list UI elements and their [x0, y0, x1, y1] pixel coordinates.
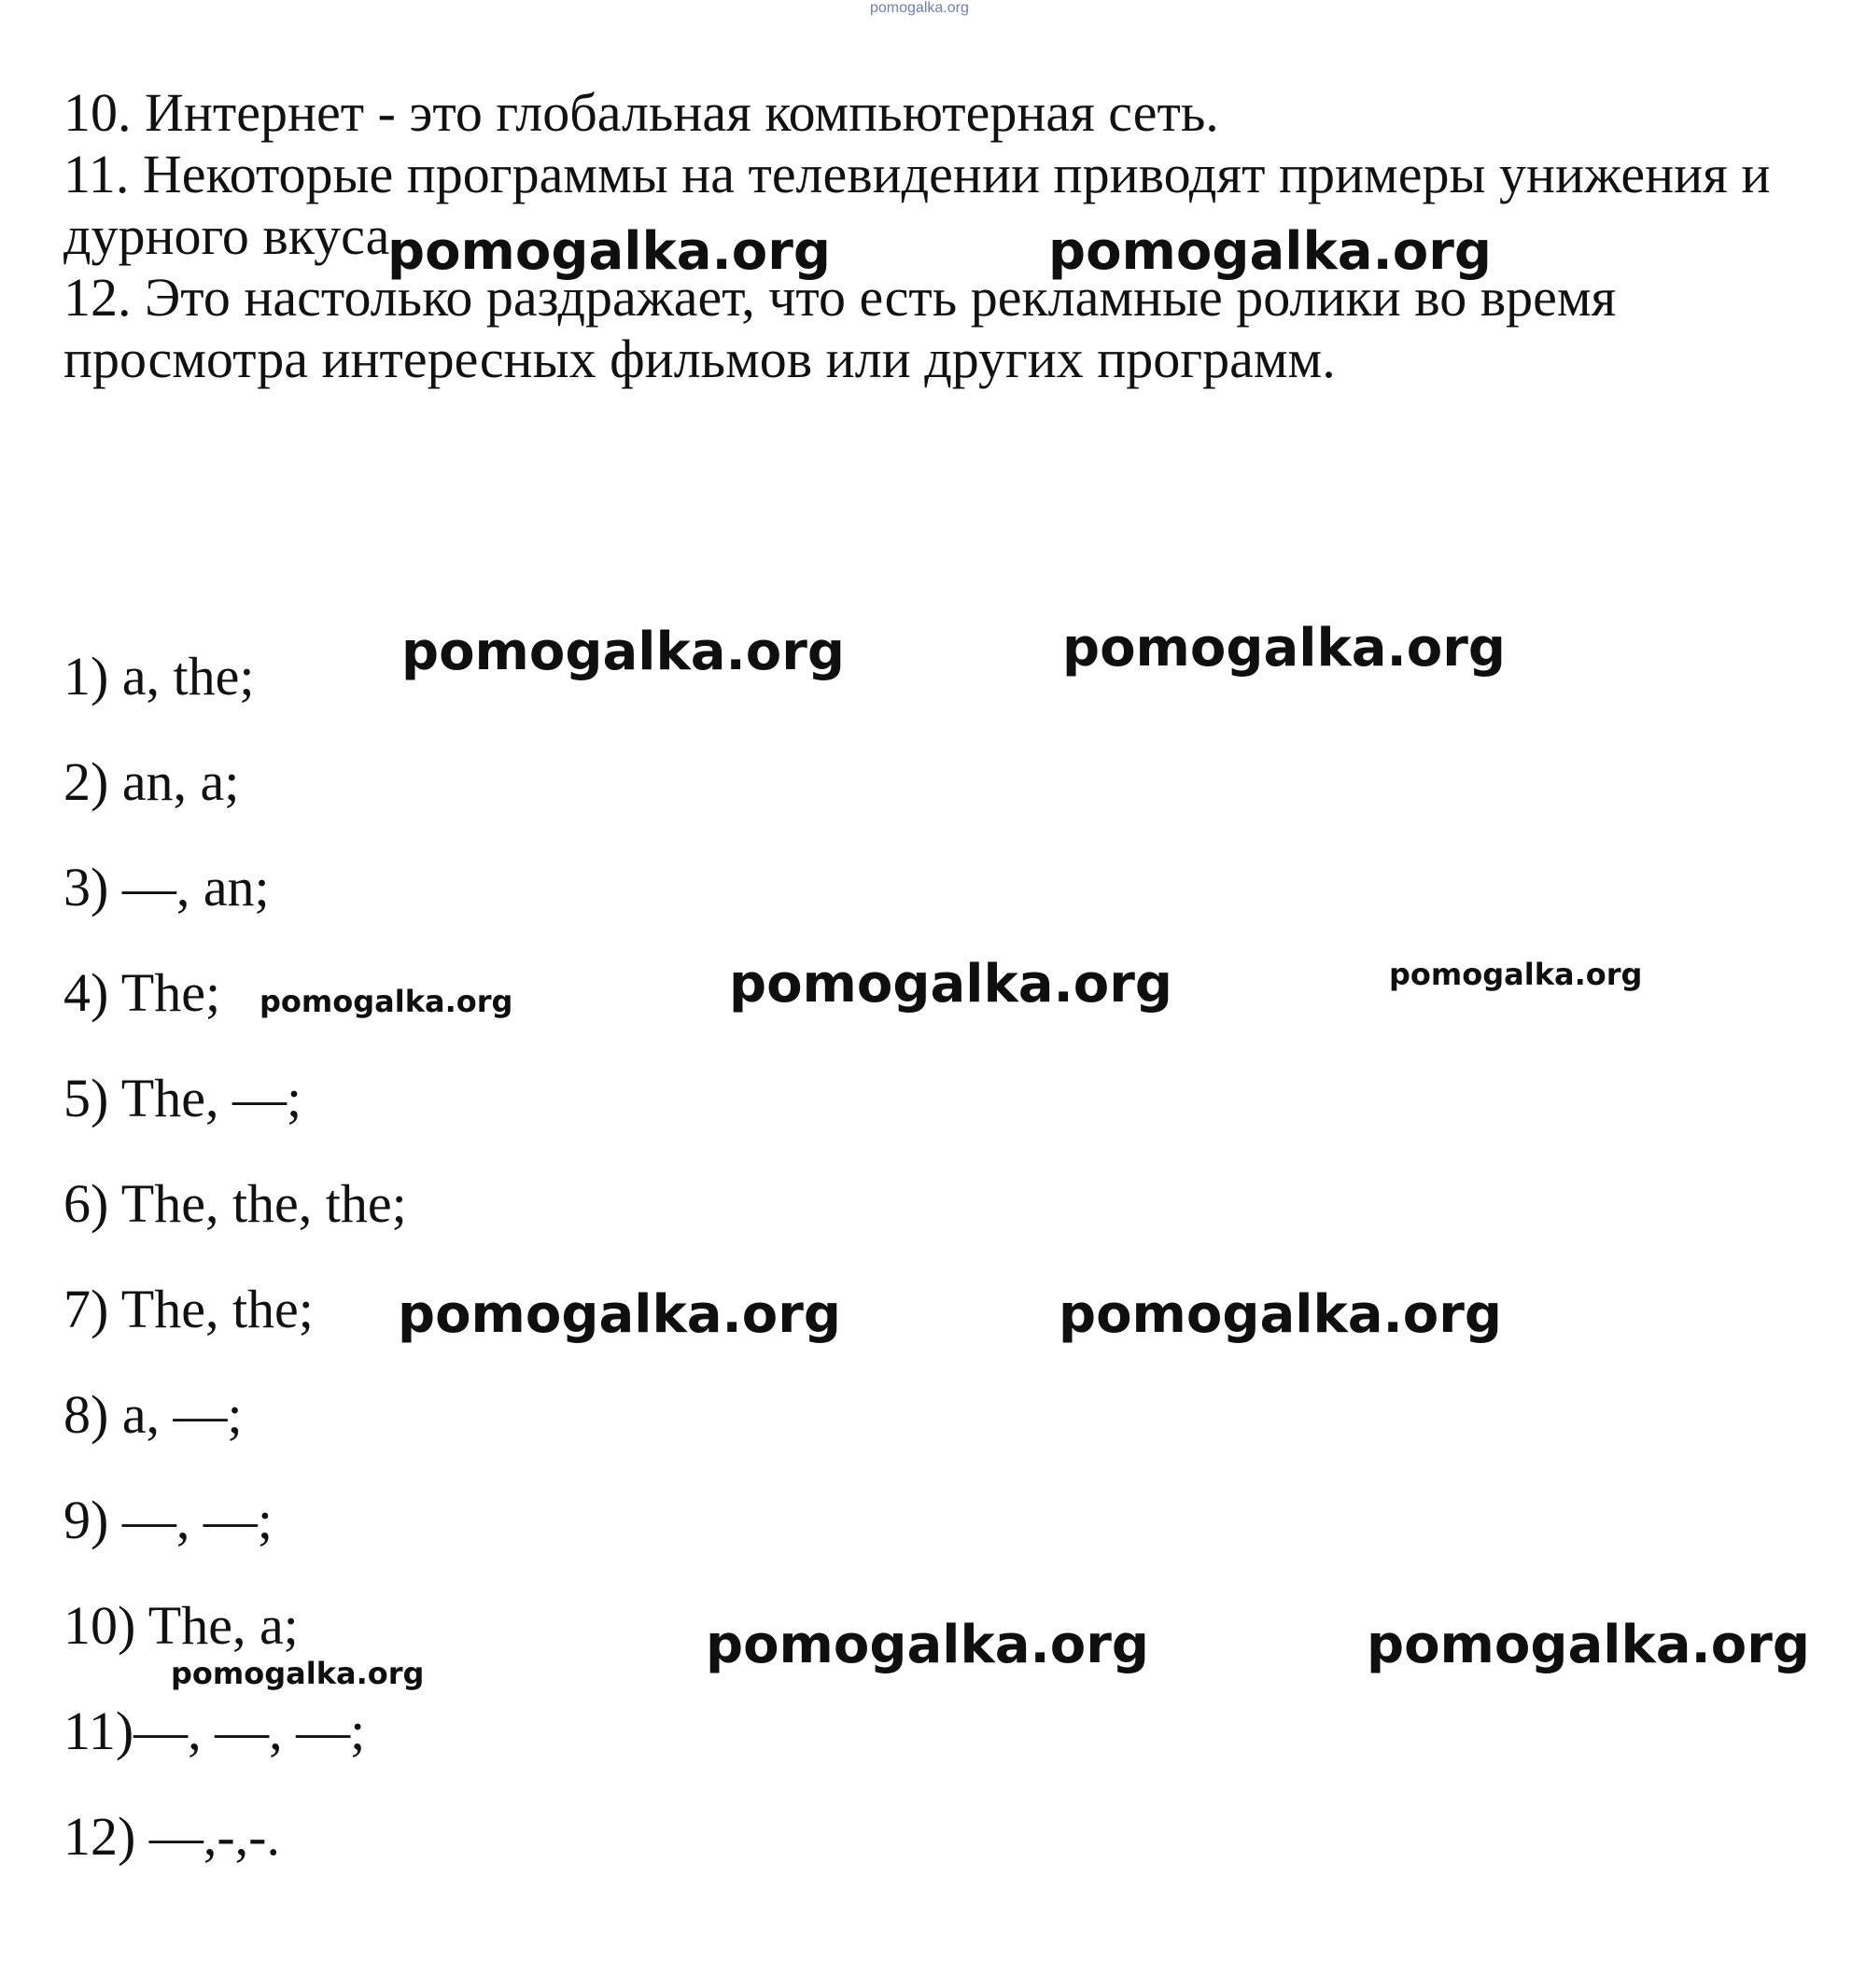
answer-3: 3) —, an; [63, 857, 270, 917]
watermark: pomogalka.org [1048, 221, 1492, 282]
watermark: pomogalka.org [1367, 1615, 1810, 1675]
answer-6: 6) The, the, the; [63, 1173, 407, 1234]
watermark: pomogalka.org [1059, 1284, 1502, 1345]
watermark: pomogalka.org [260, 984, 513, 1019]
top-watermark: pomogalka.org [870, 0, 969, 16]
answer-4: 4) The; [63, 962, 221, 1023]
sentence-10: 10. Интернет - это глобальная компьютерная сеть. [63, 82, 1219, 143]
watermark: pomogalka.org [401, 622, 845, 682]
watermark: pomogalka.org [1062, 618, 1506, 679]
sentence-12-line-1: 12. Это настолько раздражает, что есть рекламные ролики во время [63, 267, 1617, 328]
answer-11: 11)—, —, —; [63, 1701, 366, 1761]
watermark: pomogalka.org [1389, 957, 1643, 992]
watermark: pomogalka.org [706, 1615, 1149, 1675]
answer-1: 1) a, the; [63, 646, 255, 707]
sentence-11-line-1: 11. Некоторые программы на телевидении приводят примеры унижения и [63, 144, 1771, 204]
watermark: pomogalka.org [171, 1656, 425, 1691]
answer-12: 12) —,-,-. [63, 1806, 280, 1867]
answer-2: 2) an, a; [63, 751, 240, 812]
answer-7: 7) The, the; [63, 1279, 314, 1339]
answer-5: 5) The, —; [63, 1068, 302, 1128]
watermark: pomogalka.org [729, 954, 1172, 1015]
answer-9: 9) —, —; [63, 1490, 273, 1550]
answer-10: 10) The, a; [63, 1595, 299, 1656]
watermark: pomogalka.org [387, 221, 831, 282]
watermark: pomogalka.org [398, 1284, 841, 1345]
sentence-12-line-2: просмотра интересных фильмов или других программ. [63, 329, 1336, 389]
answer-8: 8) a, —; [63, 1384, 243, 1445]
sentence-11-line-2: дурного вкуса [63, 205, 390, 266]
